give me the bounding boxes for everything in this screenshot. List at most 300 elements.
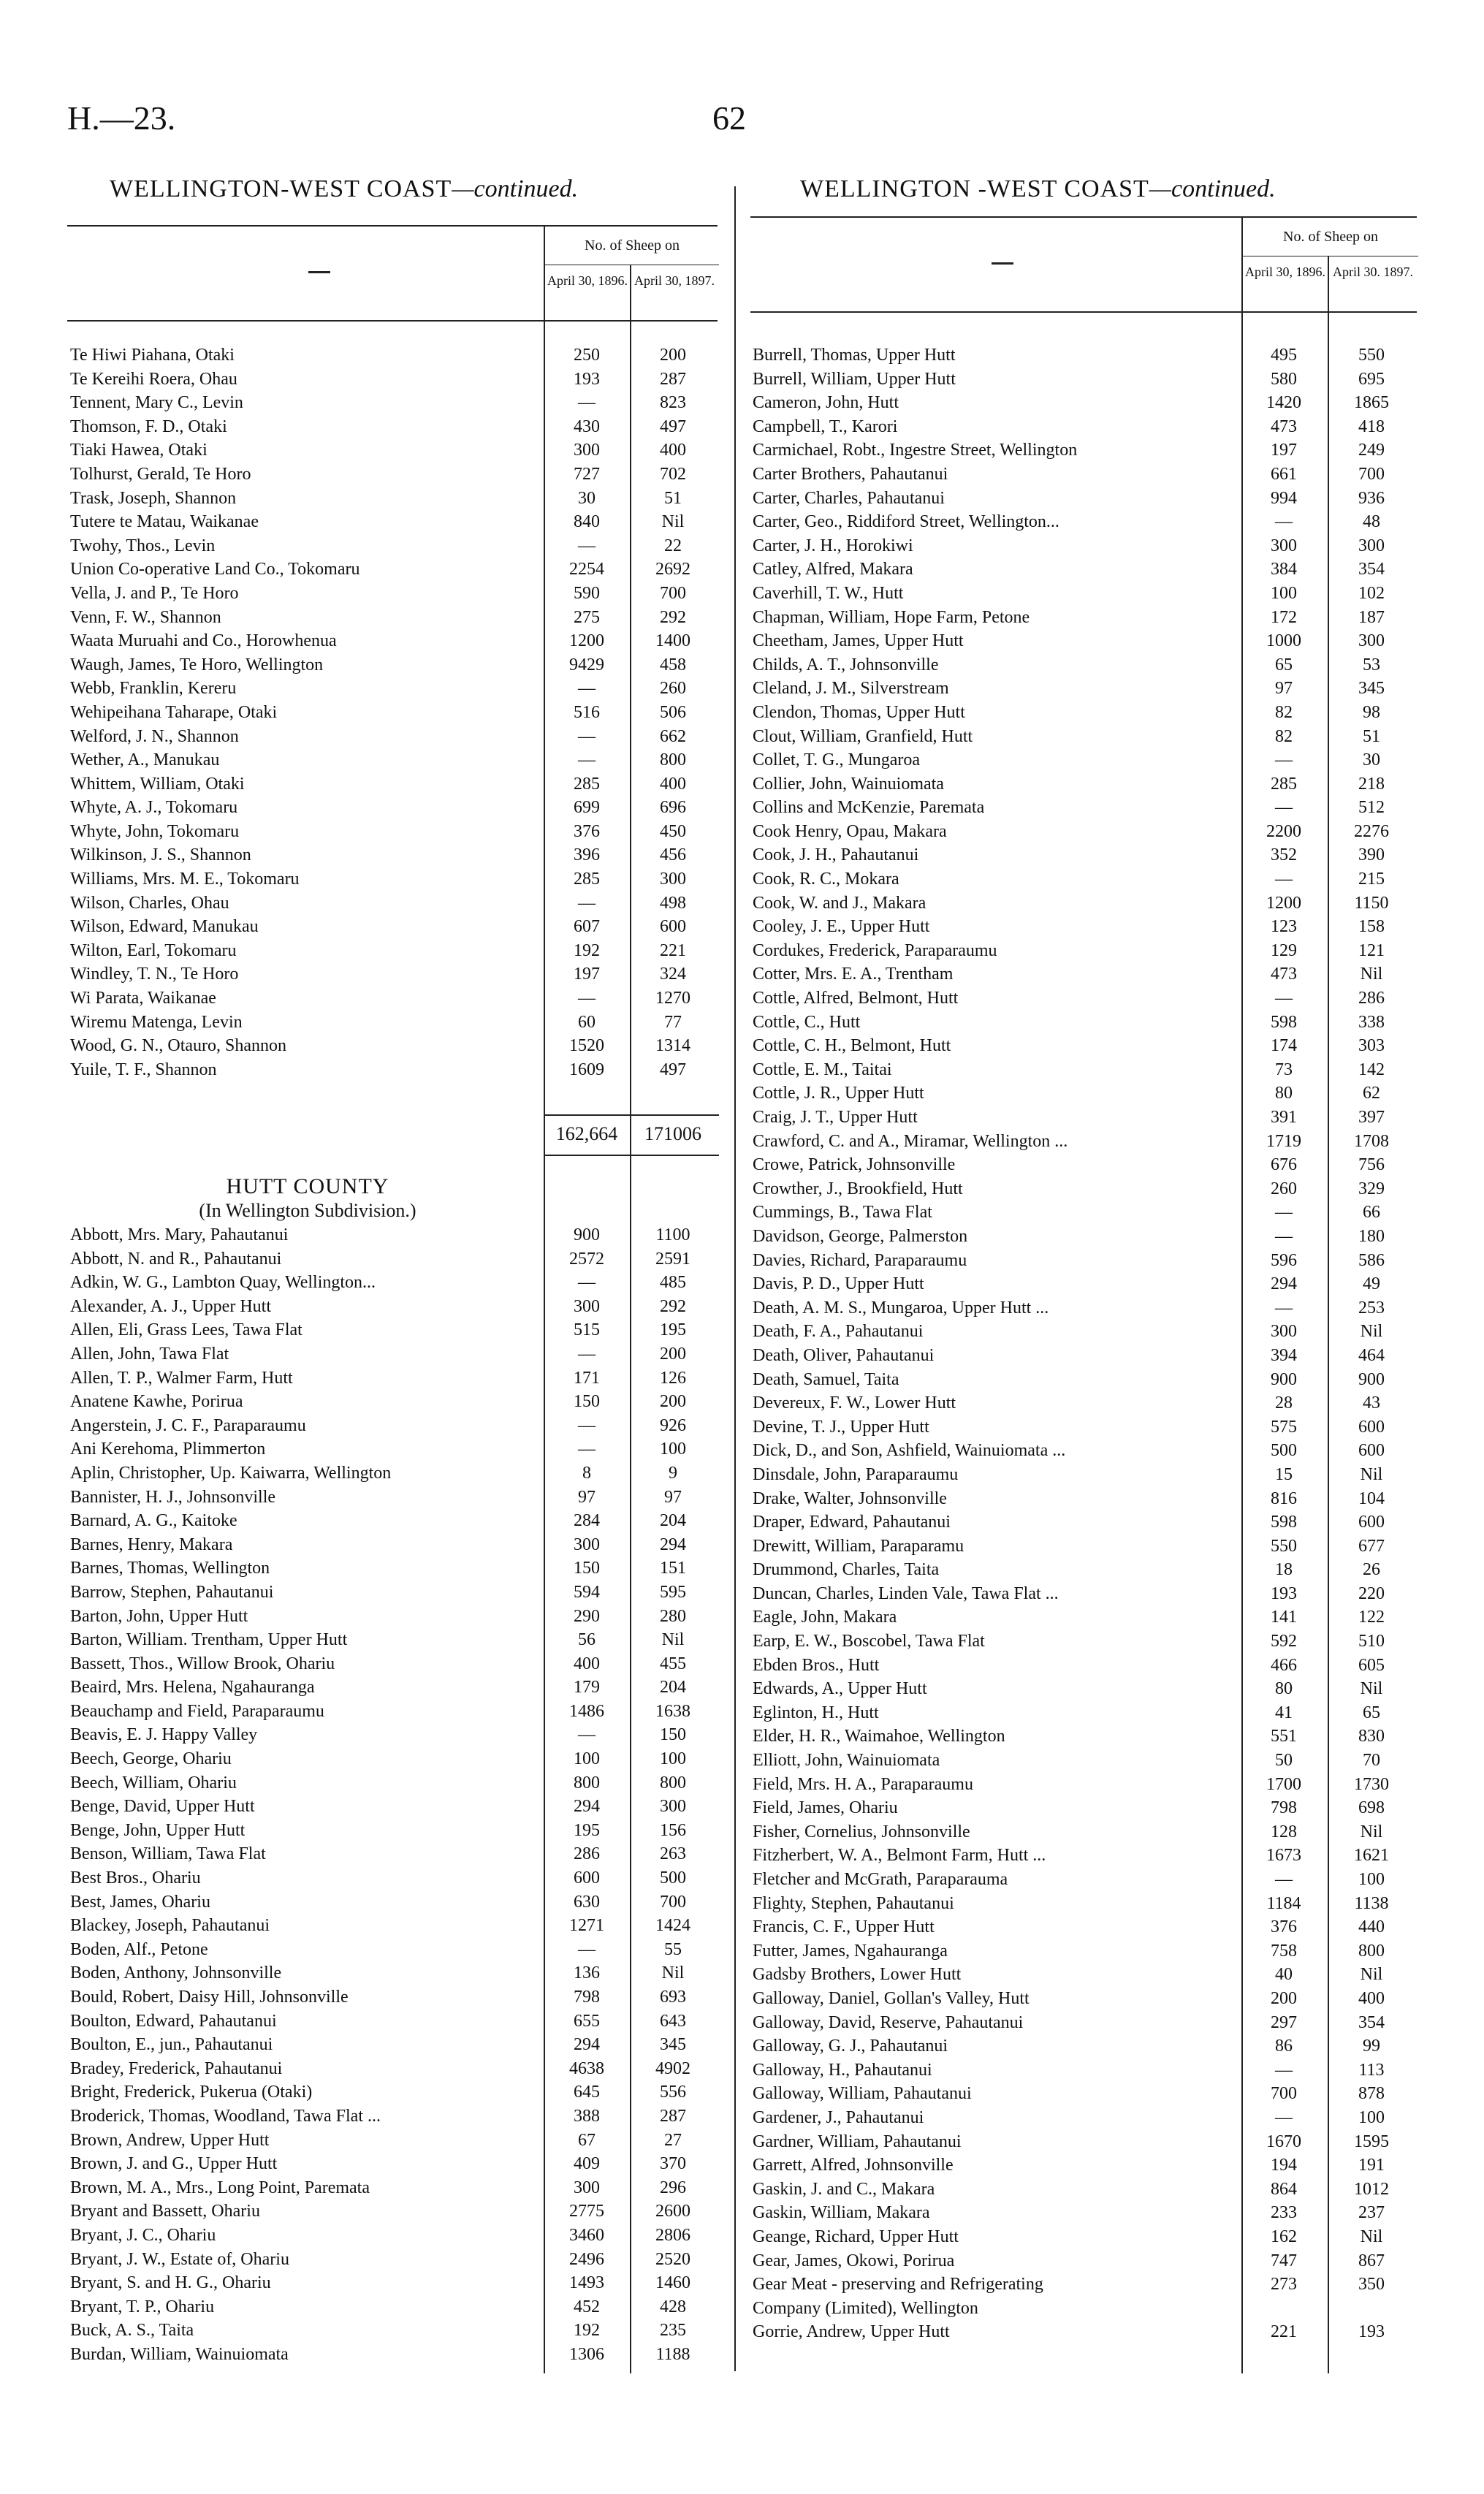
table-row — [70, 1961, 720, 1985]
row-name: Cleland, J. M., Silverstream — [753, 679, 949, 699]
table-row — [70, 1938, 720, 1962]
right-column-title — [800, 175, 1276, 203]
row-value-1896: 50 — [1275, 1751, 1293, 1771]
row-name: Allen, John, Tawa Flat — [70, 1344, 229, 1364]
table-row — [753, 2178, 1419, 2202]
row-name: Drake, Walter, Johnsonville — [753, 1489, 947, 1508]
row-name: Gardner, William, Pahautanui — [753, 2132, 962, 2151]
row-name: Fisher, Cornelius, Johnsonville — [753, 1822, 970, 1841]
row-value-1896: 1520 — [569, 1036, 604, 1056]
table-row — [753, 653, 1419, 677]
row-value-1896: 800 — [574, 1773, 600, 1792]
row-value-1897: 900 — [1358, 1369, 1385, 1389]
row-name: Bould, Robert, Daisy Hill, Johnsonville — [70, 1988, 349, 2007]
table-row — [70, 438, 720, 463]
table-row — [753, 582, 1419, 606]
row-value-1896: 661 — [1271, 464, 1297, 484]
row-value-1897: 600 — [1358, 1417, 1385, 1437]
table-row — [70, 1318, 720, 1342]
row-value-1897: 458 — [660, 655, 686, 674]
row-value-1896: 900 — [574, 1225, 600, 1244]
row-value-1896: 123 — [1271, 917, 1297, 937]
table-row — [70, 2057, 720, 2081]
table-row — [70, 391, 720, 415]
row-value-1897: 936 — [1358, 488, 1385, 508]
row-name: Williams, Mrs. M. E., Tokomaru — [70, 870, 300, 889]
row-name: Wehipeihana Taharape, Otaki — [70, 702, 278, 722]
row-value-1897: 300 — [1358, 536, 1385, 555]
table-row — [753, 796, 1419, 820]
row-value-1897: 100 — [660, 1440, 686, 1459]
row-name: Cheetham, James, Upper Hutt — [753, 631, 964, 651]
row-name: Wood, G. N., Otauro, Shannon — [70, 1036, 287, 1056]
row-value-1896: 41 — [1275, 1703, 1293, 1722]
row-value-1897: Nil — [1360, 1822, 1383, 1841]
row-name: Crawford, C. and A., Miramar, Wellington ... — [753, 1131, 1068, 1151]
row-name: Vella, J. and P., Te Horo — [70, 583, 239, 603]
table-row — [753, 438, 1419, 463]
table-row — [70, 2176, 720, 2200]
row-value-1896: 388 — [574, 2106, 600, 2126]
row-value-1896: — — [1275, 1226, 1293, 1246]
row-value-1896: 495 — [1271, 346, 1297, 365]
row-value-1897: 600 — [660, 917, 686, 937]
row-value-1897: 643 — [660, 2011, 686, 2031]
row-value-1897: 215 — [1358, 870, 1385, 889]
row-value-1897: 122 — [1358, 1608, 1385, 1627]
row-name: Field, Mrs. H. A., Paraparaumu — [753, 1774, 973, 1794]
row-value-1897: 338 — [1358, 1012, 1385, 1032]
left-title-suffix: —continued. — [452, 175, 579, 202]
row-value-1896: 798 — [1271, 1798, 1297, 1818]
row-value-1897: 662 — [660, 726, 686, 746]
table-row — [70, 2033, 720, 2057]
row-value-1897: 22 — [664, 536, 682, 555]
table-row — [753, 1796, 1419, 1820]
table-row — [753, 1558, 1419, 1582]
row-name: Clendon, Thomas, Upper Hutt — [753, 702, 965, 722]
row-value-1896: 391 — [1271, 1108, 1297, 1127]
table-row — [753, 2011, 1419, 2035]
table-row — [753, 1701, 1419, 1725]
row-value-1896: 994 — [1271, 488, 1297, 508]
row-value-1896: 798 — [574, 1988, 600, 2007]
row-name: Eglinton, H., Hutt — [753, 1703, 879, 1722]
table-row — [70, 1223, 720, 1247]
row-name: Craig, J. T., Upper Hutt — [753, 1108, 918, 1127]
row-name: Bassett, Thos., Willow Brook, Ohariu — [70, 1654, 335, 1673]
row-value-1896: 758 — [1271, 1941, 1297, 1961]
row-value-1897: 30 — [1363, 750, 1380, 770]
row-value-1896: 174 — [1271, 1036, 1297, 1056]
table-row — [70, 606, 720, 630]
table-row — [70, 2010, 720, 2034]
row-name: Drummond, Charles, Taita — [753, 1560, 940, 1580]
right-title-text: WELLINGTON -WEST COAST — [800, 175, 1149, 202]
right-header-no-of-sheep: No. of Sheep on — [1241, 218, 1418, 256]
row-value-1897: 324 — [660, 965, 686, 984]
row-value-1897: 195 — [660, 1320, 686, 1340]
row-value-1896: 300 — [574, 441, 600, 460]
left-column-title — [110, 175, 578, 203]
row-name: Tolhurst, Gerald, Te Horo — [70, 464, 251, 484]
row-value-1896: 1670 — [1266, 2132, 1301, 2151]
row-value-1897: 65 — [1363, 1703, 1380, 1722]
left-totals — [544, 1116, 719, 1152]
row-value-1896: 900 — [1271, 1369, 1297, 1389]
row-value-1897: 51 — [664, 488, 682, 508]
section-title: HUTT COUNTY — [226, 1174, 389, 1198]
row-name: Cummings, B., Tawa Flat — [753, 1203, 932, 1223]
table-row — [753, 915, 1419, 939]
table-row — [753, 1892, 1419, 1916]
row-name: Gaskin, J. and C., Makara — [753, 2179, 935, 2199]
row-value-1897: 698 — [1358, 1798, 1385, 1818]
row-name: Earp, E. W., Boscobel, Tawa Flat — [753, 1632, 985, 1651]
right-header-date-1896: April 30, 1896. — [1241, 256, 1328, 311]
row-name: Allen, Eli, Grass Lees, Tawa Flat — [70, 1320, 302, 1340]
left-total-1897: 171006 — [644, 1123, 701, 1144]
table-row — [70, 1342, 720, 1366]
table-row — [70, 629, 720, 653]
row-value-1896: 590 — [574, 583, 600, 603]
row-value-1897: 280 — [660, 1606, 686, 1626]
row-name: Gadsby Brothers, Lower Hutt — [753, 1965, 962, 1985]
row-value-1896: 290 — [574, 1606, 600, 1626]
row-name: Tennent, Mary C., Levin — [70, 393, 243, 413]
table-row — [70, 1700, 720, 1724]
row-value-1897: 66 — [1363, 1203, 1380, 1223]
row-value-1896: 1306 — [569, 2344, 604, 2364]
row-name: Cottle, C., Hutt — [753, 1012, 861, 1032]
row-name: Elder, H. R., Waimahoe, Wellington — [753, 1727, 1005, 1746]
table-row — [70, 1842, 720, 1866]
row-value-1897: 102 — [1358, 583, 1385, 603]
row-value-1896: 2254 — [569, 560, 604, 579]
row-value-1896: 294 — [1271, 1274, 1297, 1294]
row-name: Broderick, Thomas, Woodland, Tawa Flat ... — [70, 2106, 381, 2126]
row-value-1896: — — [1275, 870, 1293, 889]
right-rows — [753, 343, 1419, 2344]
row-value-1897: 450 — [660, 821, 686, 841]
row-value-1897: 292 — [660, 607, 686, 627]
row-name: Cook Henry, Opau, Makara — [753, 821, 947, 841]
row-name: Garrett, Alfred, Johnsonville — [753, 2156, 954, 2175]
table-row — [70, 2248, 720, 2272]
row-value-1897: 77 — [664, 1012, 682, 1032]
row-name: Barnes, Henry, Makara — [70, 1535, 233, 1554]
row-value-1897: 204 — [660, 1678, 686, 1697]
row-value-1896: 195 — [574, 1820, 600, 1840]
row-value-1896: 100 — [1271, 583, 1297, 603]
row-value-1897: 1012 — [1354, 2179, 1389, 2199]
table-row — [70, 1723, 720, 1747]
row-name: Collier, John, Wainuiomata — [753, 774, 944, 794]
row-value-1897: 51 — [1363, 726, 1380, 746]
row-value-1897: 4902 — [655, 2058, 690, 2078]
row-value-1897: 1150 — [1354, 893, 1389, 913]
row-value-1897: 345 — [1358, 679, 1385, 699]
row-value-1897: 180 — [1358, 1226, 1385, 1246]
row-value-1896: 197 — [574, 965, 600, 984]
row-value-1896: 4638 — [569, 2058, 604, 2078]
table-row — [70, 1390, 720, 1414]
row-name: Crowe, Patrick, Johnsonville — [753, 1155, 956, 1175]
row-value-1897: 512 — [1358, 798, 1385, 818]
row-name: Waata Muruahi and Co., Horowhenua — [70, 631, 337, 651]
row-value-1896: 400 — [574, 1654, 600, 1673]
table-row — [753, 2201, 1419, 2225]
row-value-1896: — — [1275, 1870, 1293, 1889]
row-name: Te Hiwi Piahana, Otaki — [70, 346, 235, 365]
table-row — [753, 1081, 1419, 1106]
row-value-1897: 263 — [660, 1844, 686, 1864]
row-value-1896: 592 — [1271, 1632, 1297, 1651]
table-row — [753, 1987, 1419, 2011]
row-name: Galloway, H., Pahautanui — [753, 2060, 932, 2080]
row-value-1897: 2520 — [655, 2249, 690, 2269]
table-row — [753, 1034, 1419, 1058]
row-value-1896: 67 — [578, 2130, 595, 2150]
row-name: Boulton, Edward, Pahautanui — [70, 2011, 277, 2031]
row-value-1896: — — [1275, 2107, 1293, 2127]
row-name: Davidson, George, Palmerston — [753, 1226, 968, 1246]
row-value-1897: 926 — [660, 1415, 686, 1435]
row-name: Catley, Alfred, Makara — [753, 560, 913, 579]
row-value-1896: — — [578, 393, 595, 413]
row-name: Devereux, F. W., Lower Hutt — [753, 1394, 956, 1413]
row-value-1896: 1184 — [1266, 1893, 1301, 1913]
row-value-1896: — — [578, 1273, 595, 1293]
row-value-1897: 292 — [660, 1296, 686, 1316]
row-value-1896: 193 — [574, 369, 600, 389]
row-name: Crowther, J., Brookfield, Hutt — [753, 1179, 963, 1198]
row-value-1896: 286 — [574, 1844, 600, 1864]
row-value-1896: 452 — [574, 2297, 600, 2316]
row-value-1897: 1460 — [655, 2273, 690, 2293]
row-value-1896: 141 — [1271, 1608, 1297, 1627]
row-name: Wilson, Edward, Manukau — [70, 917, 259, 937]
row-value-1896: 1719 — [1266, 1131, 1301, 1151]
row-name: Wilson, Charles, Ohau — [70, 893, 229, 913]
row-value-1897: 220 — [1358, 1584, 1385, 1603]
row-value-1896: 150 — [574, 1392, 600, 1412]
row-value-1896: — — [1275, 512, 1293, 532]
row-value-1896: 65 — [1275, 655, 1293, 674]
row-value-1897: 300 — [1358, 631, 1385, 651]
table-row — [753, 2034, 1419, 2058]
row-name: Cotter, Mrs. E. A., Trentham — [753, 965, 954, 984]
left-header-dash — [308, 271, 330, 273]
table-row — [753, 820, 1419, 844]
row-value-1897: 218 — [1358, 774, 1385, 794]
row-value-1896: 300 — [1271, 1322, 1297, 1342]
row-value-1897: 113 — [1358, 2060, 1385, 2080]
row-name: Barnard, A. G., Kaitoke — [70, 1511, 237, 1531]
page-ref: H.—23. — [67, 99, 176, 137]
left-rows-2 — [70, 1223, 720, 2367]
table-row — [70, 2271, 720, 2295]
row-value-1897: 1708 — [1354, 1131, 1389, 1151]
row-value-1897: 700 — [1358, 464, 1385, 484]
row-value-1896: 30 — [578, 488, 595, 508]
row-value-1897: 700 — [660, 583, 686, 603]
row-name: Tutere te Matau, Waikanae — [70, 512, 259, 532]
table-row — [753, 1963, 1419, 1987]
row-value-1896: — — [1275, 798, 1293, 818]
row-name: Beauchamp and Field, Paraparaumu — [70, 1701, 324, 1721]
table-row — [70, 1795, 720, 1819]
row-name: Boulton, E., jun., Pahautanui — [70, 2035, 273, 2055]
row-value-1896: 551 — [1271, 1727, 1297, 1746]
row-value-1897: 235 — [660, 2321, 686, 2341]
table-row — [70, 463, 720, 487]
row-value-1896: 727 — [574, 464, 600, 484]
table-row — [70, 796, 720, 820]
row-value-1896: 250 — [574, 346, 600, 365]
row-name: Yuile, T. F., Shannon — [70, 1060, 217, 1079]
row-value-1897: 456 — [660, 845, 686, 865]
row-value-1897: 1188 — [655, 2344, 690, 2364]
row-name: Angerstein, J. C. F., Paraparaumu — [70, 1415, 306, 1435]
row-value-1897: 187 — [1358, 607, 1385, 627]
row-value-1897: 800 — [1358, 1941, 1385, 1961]
row-name: Cottle, Alfred, Belmont, Hutt — [753, 989, 959, 1008]
table-row — [70, 487, 720, 511]
row-value-1896: 2572 — [569, 1249, 604, 1269]
left-total-1896: 162,664 — [555, 1123, 618, 1144]
table-row — [753, 1344, 1419, 1368]
table-row — [70, 558, 720, 582]
table-row — [70, 1366, 720, 1391]
section-subtitle: (In Wellington Subdivision.) — [199, 1199, 416, 1221]
row-value-1896: 300 — [574, 2178, 600, 2197]
row-name: Wether, A., Manukau — [70, 750, 220, 770]
row-name: Dinsdale, John, Paraparaumu — [753, 1464, 959, 1484]
row-value-1896: 594 — [574, 1582, 600, 1602]
table-row — [753, 2130, 1419, 2154]
row-value-1897: 497 — [660, 1060, 686, 1079]
row-name: Boden, Anthony, Johnsonville — [70, 1963, 282, 1983]
row-value-1897: 99 — [1363, 2037, 1380, 2056]
row-value-1897: 55 — [664, 1939, 682, 1959]
table-row — [70, 2152, 720, 2176]
row-value-1897: 150 — [660, 1725, 686, 1745]
row-name: Gaskin, William, Makara — [753, 2203, 930, 2223]
row-value-1897: 510 — [1358, 1632, 1385, 1651]
table-row — [753, 677, 1419, 701]
row-value-1897: 370 — [660, 2154, 686, 2174]
row-value-1897: 100 — [660, 1749, 686, 1769]
table-row — [70, 1295, 720, 1319]
row-value-1896: 60 — [578, 1012, 595, 1032]
row-name: Thomson, F. D., Otaki — [70, 417, 227, 436]
row-value-1896: 285 — [574, 774, 600, 794]
row-value-1897: Nil — [1360, 2227, 1383, 2246]
row-name: Beech, William, Ohariu — [70, 1773, 237, 1792]
left-total-rule-bottom — [544, 1155, 719, 1156]
table-row — [753, 368, 1419, 392]
table-row — [753, 891, 1419, 916]
table-row — [753, 1249, 1419, 1273]
row-value-1896: 840 — [574, 512, 600, 532]
row-value-1896: 194 — [1271, 2156, 1297, 2175]
row-value-1896: 575 — [1271, 1417, 1297, 1437]
row-name: Gorrie, Andrew, Upper Hutt — [753, 2322, 950, 2342]
row-name: Windley, T. N., Te Horo — [70, 965, 239, 984]
row-value-1897: 200 — [660, 1344, 686, 1364]
row-name: Cameron, John, Hutt — [753, 393, 899, 413]
row-name: Buck, A. S., Taita — [70, 2321, 194, 2341]
table-row — [70, 2129, 720, 2153]
row-name: Cottle, J. R., Upper Hutt — [753, 1084, 924, 1103]
row-value-1897: Nil — [1360, 965, 1383, 984]
row-name: Benson, William, Tawa Flat — [70, 1844, 266, 1864]
left-header-date-1896: April 30, 1896. — [544, 265, 630, 320]
table-row — [70, 1771, 720, 1795]
table-row — [70, 2224, 720, 2248]
row-value-1897: 605 — [1358, 1655, 1385, 1675]
row-name: Cook, W. and J., Makara — [753, 893, 926, 913]
row-value-1896: — — [578, 726, 595, 746]
table-row — [70, 1533, 720, 1557]
table-row — [70, 939, 720, 963]
row-value-1897: Nil — [1360, 1464, 1383, 1484]
row-name: Whyte, John, Tokomaru — [70, 821, 240, 841]
row-value-1896: 150 — [574, 1559, 600, 1578]
row-value-1897: 1138 — [1354, 1893, 1389, 1913]
table-row — [753, 1868, 1419, 1892]
table-row — [753, 986, 1419, 1011]
table-row — [753, 1272, 1419, 1296]
row-value-1897: 345 — [660, 2035, 686, 2055]
table-row — [70, 1985, 720, 2010]
row-value-1896: 8 — [582, 1463, 591, 1483]
table-row — [753, 1654, 1419, 1678]
row-name: Death, A. M. S., Mungaroa, Upper Hutt ... — [753, 1298, 1049, 1318]
row-value-1896: 285 — [1271, 774, 1297, 794]
table-row — [70, 1747, 720, 1771]
row-value-1896: 500 — [1271, 1441, 1297, 1461]
row-name: Bright, Frederick, Pukerua (Otaki) — [70, 2083, 313, 2102]
table-row — [70, 820, 720, 844]
row-value-1896: — — [578, 893, 595, 913]
table-row — [753, 2082, 1419, 2106]
row-name: Devine, T. J., Upper Hutt — [753, 1417, 929, 1437]
row-value-1897: 1314 — [655, 1036, 690, 1056]
left-title-text: WELLINGTON-WEST COAST — [110, 175, 452, 202]
row-value-1897: 104 — [1358, 1489, 1385, 1508]
row-value-1897: 151 — [660, 1559, 686, 1578]
row-value-1896: 816 — [1271, 1489, 1297, 1508]
table-row — [70, 772, 720, 797]
table-row — [753, 2153, 1419, 2178]
row-name: Elliott, John, Wainuiomata — [753, 1751, 940, 1771]
row-name: Campbell, T., Karori — [753, 417, 898, 436]
row-value-1897: 200 — [660, 346, 686, 365]
table-row — [70, 1819, 720, 1843]
row-value-1897: 756 — [1358, 1155, 1385, 1175]
row-value-1896: 97 — [1275, 679, 1293, 699]
row-value-1896: 9429 — [569, 655, 604, 674]
table-row — [753, 606, 1419, 630]
table-row — [753, 1130, 1419, 1154]
table-row — [753, 1510, 1419, 1535]
row-value-1897: 677 — [1358, 1536, 1385, 1556]
row-value-1897: Nil — [1360, 1322, 1383, 1342]
row-value-1896: 3460 — [569, 2225, 604, 2245]
row-value-1897: 1730 — [1354, 1774, 1389, 1794]
